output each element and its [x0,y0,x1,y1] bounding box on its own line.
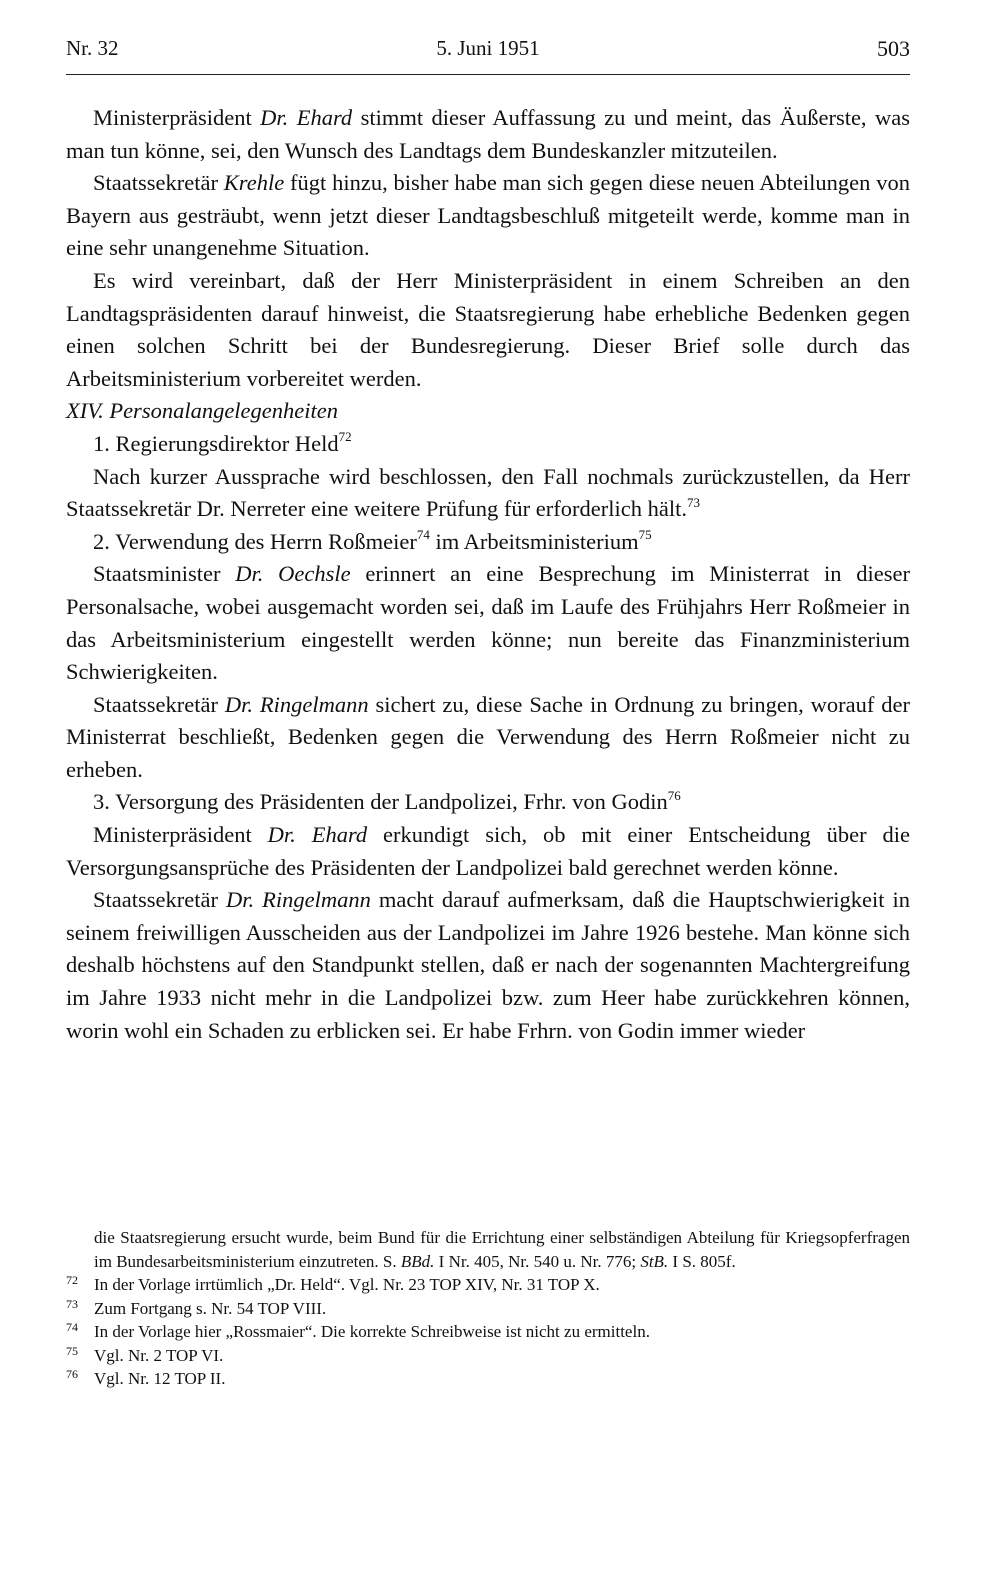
source-abbrev: BBd. [400,1251,435,1271]
footnote-text: Vgl. Nr. 12 TOP II. [94,1369,226,1388]
document-number: Nr. 32 [66,36,119,60]
header-date: 5. Juni 1951 [436,36,540,60]
paragraph-text: Staatssekretär [93,170,224,196]
paragraph-text: Staatssekretär [93,887,226,913]
footnote-number: 76 [66,1367,78,1381]
paragraph-ehard-1 [66,102,910,167]
footnote-ref[interactable]: 72 [338,429,352,445]
agenda-item-3 [66,786,910,819]
footnote [66,1320,910,1344]
paragraph-text: erkundigt sich, ob mit einer Entscheidung über die Versorgungsansprüche des Präsidenten der Landpolizei bald gerechnet werden könne. [66,822,910,880]
paragraph-ringelmann-2 [66,884,910,1047]
running-header [66,36,910,76]
speaker-name: Dr. Oechsle [235,561,351,587]
paragraph-oechsle [66,558,910,688]
footnote-ref[interactable]: 73 [686,494,700,510]
paragraph-text: Staatssekretär [93,691,225,717]
header-rule [66,74,910,75]
paragraph-krehle [66,167,910,265]
paragraph-text: Ministerpräsident [93,822,268,848]
speaker-name: Dr. Ehard [260,105,353,130]
footnote [66,1297,910,1321]
section-heading: XIV. Personalangelegenheiten [66,398,339,424]
footnote [66,1273,910,1297]
footnote-ref[interactable]: 76 [667,787,681,803]
footnote-text: In der Vorlage irrtümlich „Dr. Held“. Vgl. Nr. 23 TOP XIV, Nr. 31 TOP X. [94,1275,600,1294]
paragraph-text: Ministerpräsident [93,105,261,130]
footnote-text: Zum Fortgang s. Nr. 54 TOP VIII. [94,1298,327,1318]
footnote [66,1367,910,1391]
footnote-text: die Staatsregierung ersucht wurde, beim Bund für die Errichtung einer selbständigen Abteilung für Kriegsopferfragen im Bundesarbeitsministerium einzutreten. S. [94,1228,910,1271]
paragraph-ehard-2 [66,819,910,884]
main-text [66,102,910,1047]
paragraph-text: Nach kurzer Aussprache wird beschlossen, den Fall nochmals zurückzustellen, da Herr Staatssekretär Dr. Nerreter eine weitere Prüfung für erforderlich hält. [66,463,910,522]
footnote-ref[interactable]: 75 [638,527,652,543]
paragraph-held [66,461,910,526]
footnotes [66,1226,910,1391]
source-abbrev: StB. [640,1251,669,1271]
paragraph-agreement: Es wird vereinbart, daß der Herr Ministerpräsident in einem Schreiben an den Landtagspräsidenten darauf hinweist, die Staatsregierung habe erhebliche Bedenken gegen einen solchen Schritt bei der Bundesregierung. Dieser Brief solle durch das Arbeitsministerium vorbereitet werden. [66,267,910,391]
agenda-item-1 [66,428,910,461]
footnote-text: I S. 805f. [668,1251,736,1271]
agenda-item-2 [66,526,910,559]
paragraph-text: stimmt dieser Auffassung zu und meint, das Äußerste, was man tun könne, sei, den Wunsch des Landtags dem Bundeskanzler mitzuteilen. [66,105,910,163]
paragraph-ringelmann-1 [66,689,910,787]
speaker-name: Dr. Ringelmann [224,691,369,717]
footnote-number: 74 [66,1320,78,1334]
footnote-number: 72 [66,1273,78,1287]
paragraph-text: Staatsminister [93,561,236,587]
footnote-ref[interactable]: 74 [416,527,430,543]
footnote [66,1344,910,1368]
footnote-number: 73 [66,1296,78,1311]
agenda-item-title: 2. Verwendung des Herrn Roßmeier [93,528,417,554]
speaker-name: Dr. Ehard [267,822,368,848]
agenda-item-title: 3. Versorgung des Präsidenten der Landpolizei, Frhr. von Godin [93,789,668,815]
page-number: 503 [877,36,910,61]
footnote-text: Vgl. Nr. 2 TOP VI. [94,1345,224,1365]
footnote-continuation [66,1226,910,1273]
agenda-item-title: im Arbeitsministerium [429,528,639,554]
speaker-name: Krehle [223,170,285,196]
paragraph-text: sichert zu, diese Sache in Ordnung zu bringen, worauf der Ministerrat beschließt, Bedenken gegen die Verwendung des Herrn Roßmeier nicht zu erheben. [66,691,911,782]
footnote-text: I Nr. 405, Nr. 540 u. Nr. 776; [434,1251,641,1271]
footnote-number: 75 [66,1343,78,1358]
footnote-text: In der Vorlage hier „Rossmaier“. Die korrekte Schreibweise ist nicht zu ermitteln. [94,1322,650,1341]
speaker-name: Dr. Ringelmann [225,887,371,913]
paragraph-text: fügt hinzu, bisher habe man sich gegen diese neuen Abteilungen von Bayern aus gesträubt, wenn jetzt dieser Landtagsbeschluß mitgeteilt werde, komme man in eine sehr unangenehme Situation. [66,170,910,261]
paragraph-text: erinnert an eine Besprechung im Ministerrat in dieser Personalsache, wobei ausgemacht worden sei, daß im Laufe des Frühjahrs Herr Roßmeier in das Arbeitsministerium eingestellt werden könne; nun bereite das Finanzministerium Schwierigkeiten. [66,561,910,685]
paragraph-text: macht darauf aufmerksam, daß die Hauptschwierigkeit in seinem freiwilligen Ausscheiden aus der Landpolizei im Jahre 1926 bestehe. Man könne sich deshalb höchstens auf den Standpunkt stellen, daß er nach der sogenannten Machtergreifung im Jahre 1933 nicht mehr in die Landpolizei bzw. zum Heer habe zurückkehren können, worin wohl ein Schaden zu erblicken sei. Er habe Frhrn. von Godin immer wieder [66,887,911,1043]
agenda-item-title: 1. Regierungsdirektor Held [93,430,339,456]
